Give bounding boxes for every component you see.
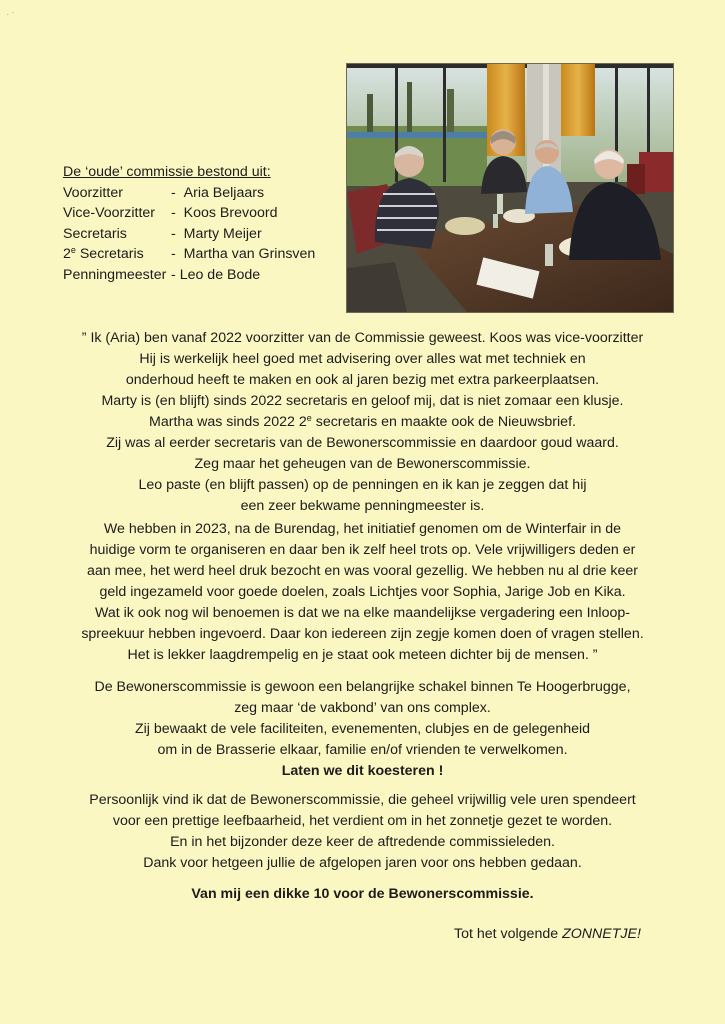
committee-list <box>63 162 315 285</box>
member-name: - Aria Beljaars <box>171 184 265 201</box>
text-line: ” Ik (Aria) ben vanaf 2022 voorzitter van de Commissie geweest. Koos was vice-voorzitter <box>81 330 644 346</box>
text-line: Leo paste (en blijft passen) op de penningen en ik kan je zeggen dat hij <box>138 477 587 493</box>
member-role: 2e Secretaris <box>63 245 144 262</box>
text-line: Wat ik ook nog wil benoemen is dat we na elke maandelijkse vergadering een Inloop- <box>95 605 630 621</box>
committee-member-row <box>63 265 315 286</box>
committee-member-row <box>63 224 315 245</box>
text-line: Persoonlijk vind ik dat de Bewonerscommissie, die geheel vrijwillig vele uren spendeert <box>89 792 636 808</box>
text-line: Zij bewaakt de vele faciliteiten, evenementen, clubjes en de gelegenheid <box>134 721 591 737</box>
text-line: Marty is (en blijft) sinds 2022 secretaris en geloof mij, dat is niet zomaar een klusje. <box>101 393 624 409</box>
signoff-text: Tot het volgende <box>454 926 563 942</box>
text-line: De Bewonerscommissie is gewoon een belangrijke schakel binnen Te Hoogerbrugge, <box>94 679 631 695</box>
text-line: geld ingezameld voor goede doelen, zoals Lichtjes voor Sophia, Jarige Job en Kika. <box>99 584 626 600</box>
personal-paragraph <box>0 790 725 905</box>
text-line: Het is lekker laagdrempelig en je staat ook meteen dichter bij de mensen. ” <box>127 647 598 663</box>
text-line: spreekuur hebben ingevoerd. Daar kon iedereen zijn zegje komen doen of vragen stellen. <box>81 626 644 642</box>
committee-photo <box>346 63 674 313</box>
text-line: We hebben in 2023, na de Burendag, het initiatief genomen om de Winterfair in de <box>103 521 622 537</box>
scan-speck: · · <box>4 6 16 20</box>
committee-member-row <box>63 244 315 265</box>
member-role: Secretaris <box>63 225 127 242</box>
committee-member-row <box>63 203 315 224</box>
quote-paragraph-2 <box>0 519 725 666</box>
text-line: huidige vorm te organiseren en daar ben ik zelf heel trots op. Vele vrijwilligers deden er <box>89 542 636 558</box>
committee-member-row <box>63 183 315 204</box>
text-line: Martha was sinds 2022 2e secretaris en maakte ook de Nieuwsbrief. <box>149 413 576 430</box>
text-line: voor een prettige leefbaarheid, het verdient om in het zonnetje gezet te worden. <box>112 813 613 829</box>
signoff-emphasis: ZONNETJE! <box>562 926 641 942</box>
emphasis-line: Van mij een dikke 10 voor de Bewonerscommissie. <box>191 886 534 902</box>
text-line: Zij was al eerder secretaris van de Bewonerscommissie en daardoor goud waard. <box>106 435 619 451</box>
committee-heading: De ‘oude’ commissie bestond uit: <box>63 164 271 180</box>
member-name: - Marty Meijer <box>171 225 262 242</box>
emphasis-line: Laten we dit koesteren ! <box>281 763 444 779</box>
member-role: Vice-Voorzitter <box>63 205 155 221</box>
text-line: zeg maar ‘de vakbond’ van ons complex. <box>234 700 491 716</box>
quote-paragraph-1 <box>0 328 725 517</box>
text-line: Zeg maar het geheugen van de Bewonerscommissie. <box>194 456 531 472</box>
member-role: Voorzitter <box>63 184 123 201</box>
text-line: aan mee, het werd heel druk bezocht en was vooral gezellig. We hebben nu al drie keer <box>86 563 639 579</box>
text-line: onderhoud heeft te maken en ook al jaren bezig met extra parkeerplaatsen. <box>125 372 600 388</box>
member-name: - Koos Brevoord <box>171 205 278 221</box>
text-line: Hij is werkelijk heel goed met advisering over alles wat met techniek en <box>139 351 586 367</box>
member-name: - Leo de Bode <box>171 266 261 283</box>
signoff <box>454 926 641 942</box>
text-line: om in de Brasserie elkaar, familie en/of vrienden te verwelkomen. <box>157 742 568 758</box>
text-line: Dank voor hetgeen jullie de afgelopen jaren voor ons hebben gedaan. <box>143 855 582 871</box>
bewonerscommissie-paragraph <box>0 677 725 782</box>
member-name: - Martha van Grinsven <box>171 246 316 262</box>
member-role: Penningmeester <box>63 266 167 283</box>
text-line: En in het bijzonder deze keer de aftredende commissieleden. <box>170 834 555 850</box>
text-line: een zeer bekwame penningmeester is. <box>240 498 485 514</box>
